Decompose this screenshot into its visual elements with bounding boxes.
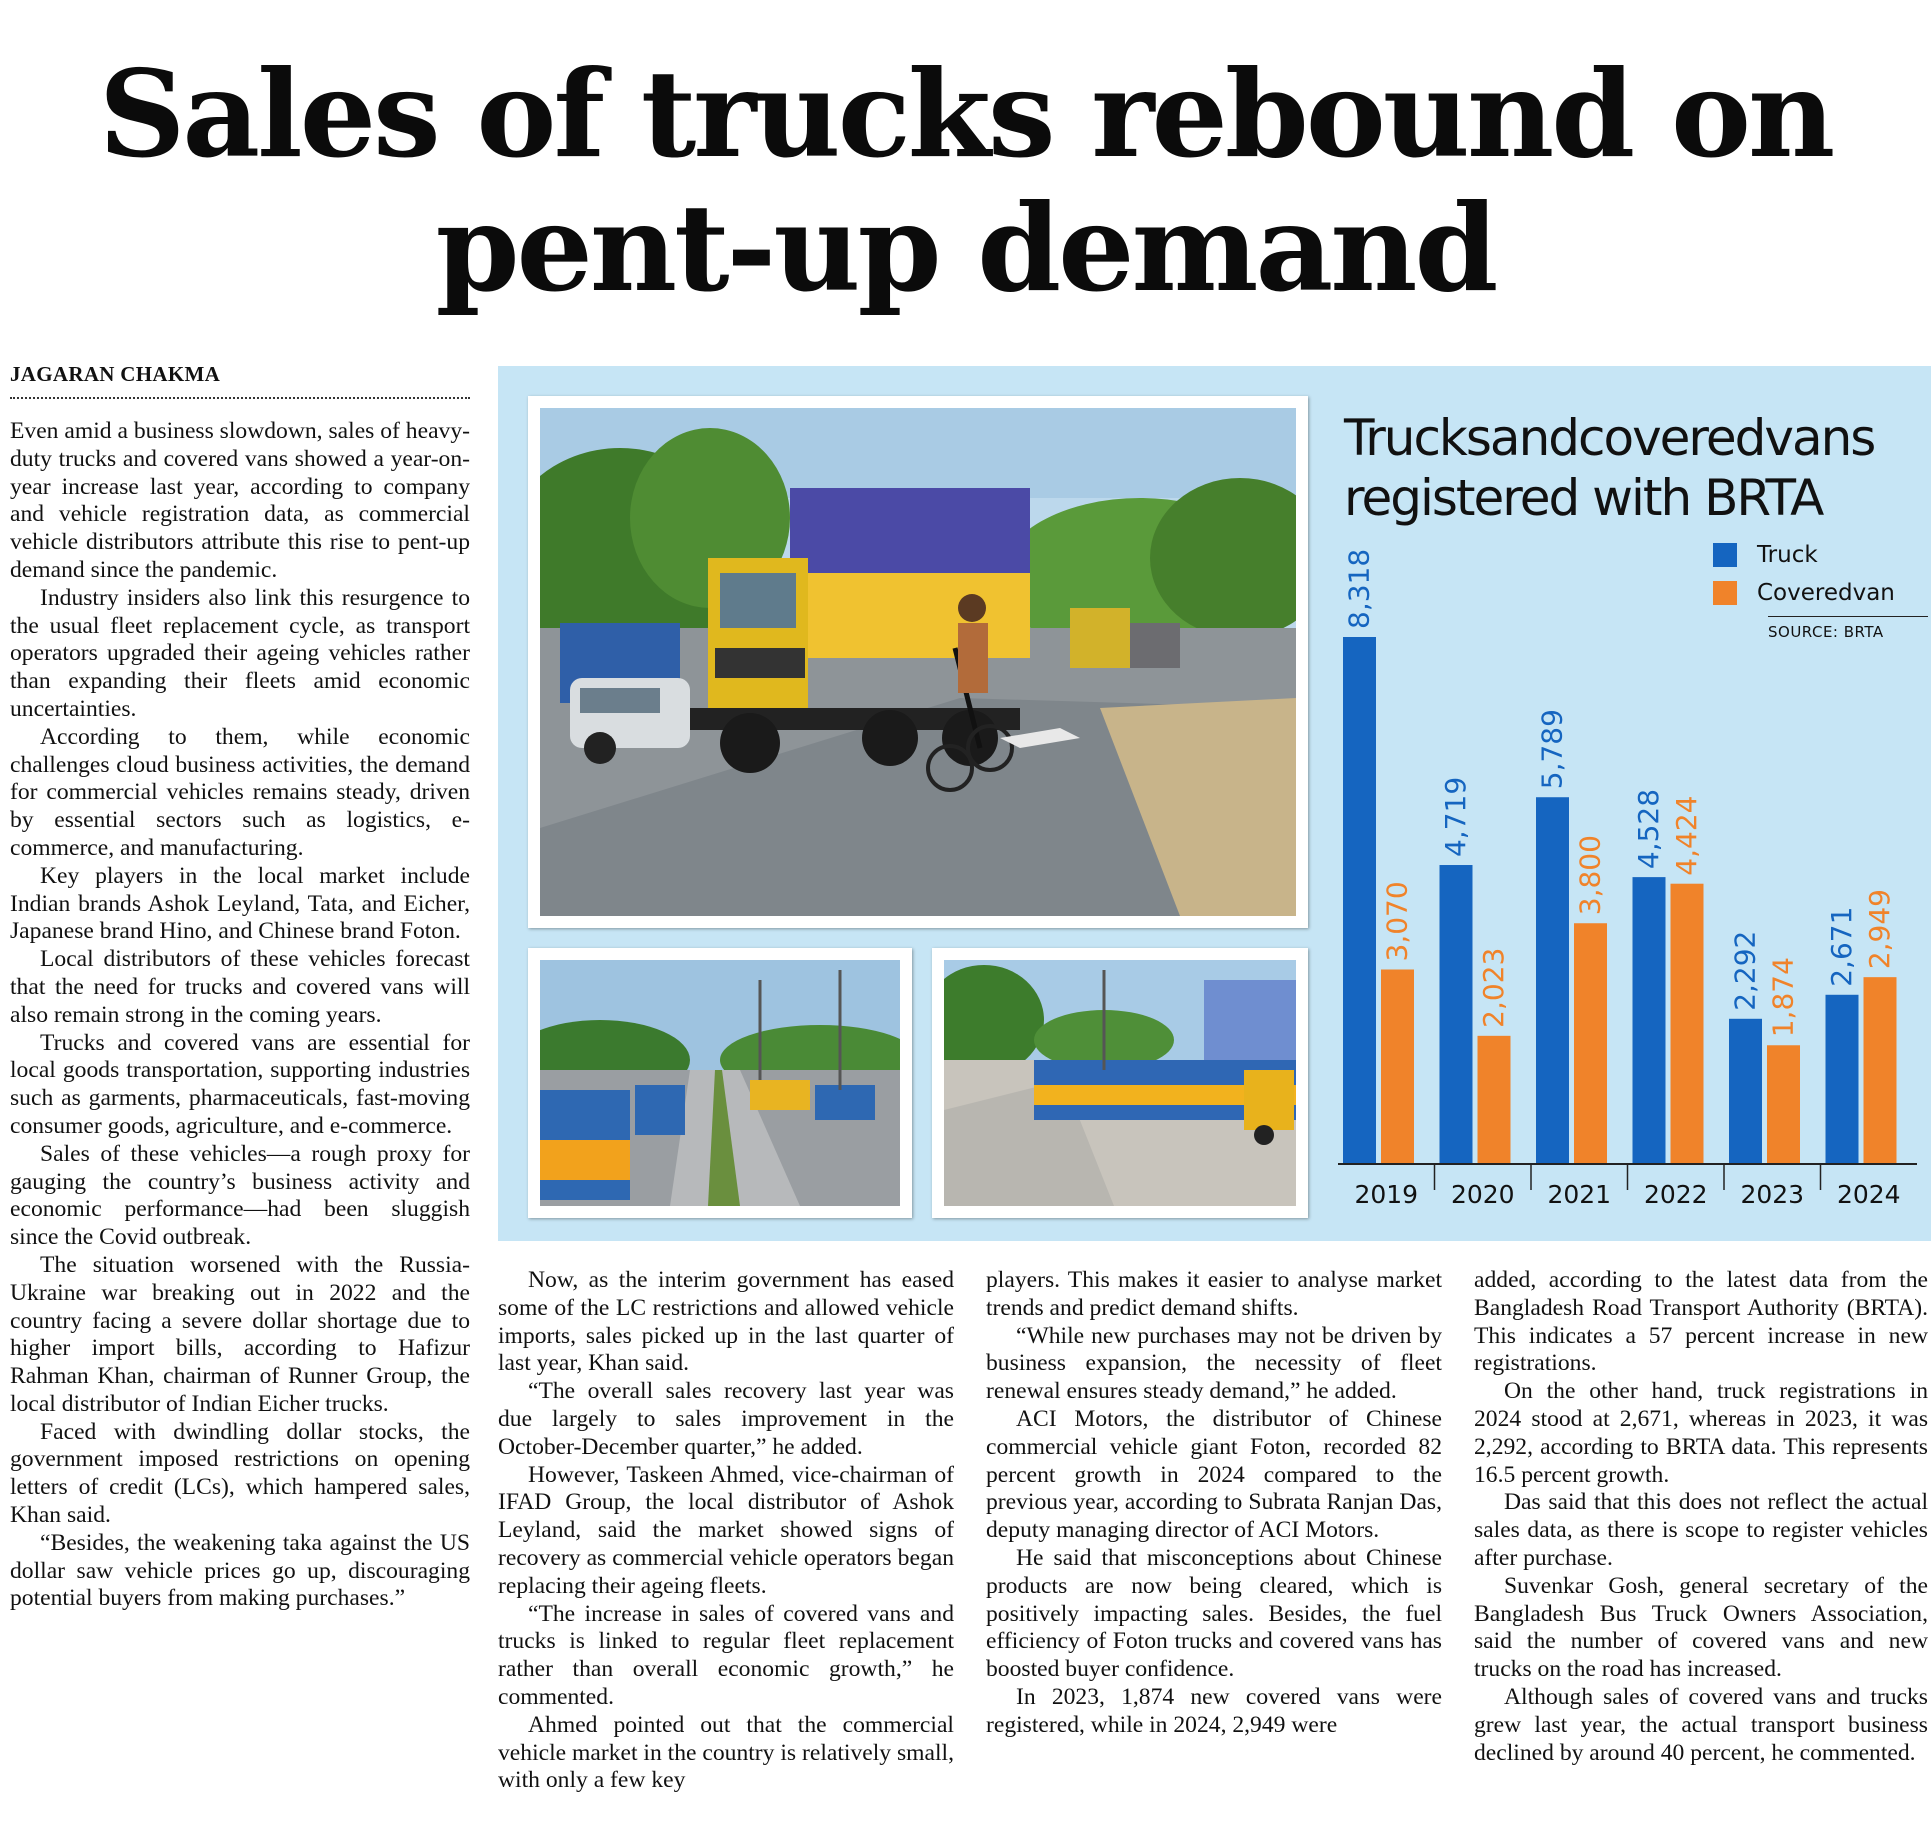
data-label-truck-2019: 8,318 [1342, 548, 1376, 629]
bar-truck-2023 [1729, 1019, 1762, 1164]
bar-truck-2022 [1633, 877, 1666, 1164]
bar-truck-2020 [1440, 865, 1473, 1164]
paragraph: Although sales of covered vans and trucks grew last year, the actual transport business declined by around 40 percent, he commented. [1474, 1683, 1928, 1766]
data-label-truck-2020: 4,719 [1439, 776, 1472, 858]
photo-trucks-on-road [528, 396, 1308, 928]
data-label-truck-2022: 4,528 [1632, 788, 1665, 870]
legend-label-truck: Truck [1757, 542, 1818, 568]
bar-coveredvan-2021 [1574, 923, 1607, 1164]
paragraph: Trucks and covered vans are essential for local goods transportation, supporting industries such as garments, pharmaceuticals, fast-moving consumer goods, agriculture, and e-commerce. [10, 1029, 470, 1139]
bar-coveredvan-2020 [1478, 1036, 1511, 1164]
data-label-truck-2024: 2,671 [1825, 906, 1858, 987]
bar-truck-2019 [1343, 637, 1376, 1164]
paragraph: “The increase in sales of covered vans and trucks is linked to regular fleet replacement rather than overall economic growth,” he commented. [498, 1600, 954, 1710]
paragraph: Faced with dwindling dollar stocks, the government imposed restrictions on opening letters of credit (LCs), which hampered sales, Khan said. [10, 1418, 470, 1529]
paragraph: “The overall sales recovery last year was due largely to sales improvement in the October-December quarter,” he added. [498, 1378, 954, 1460]
paragraph: Sales of these vehicles—a rough proxy for gauging the country’s business activity and economic performance—had been sluggish since the Covid outbreak. [10, 1140, 470, 1251]
chart-title-line-2: registered with BRTA [1344, 469, 1823, 527]
bar-coveredvan-2022 [1671, 884, 1704, 1164]
bar-coveredvan-2019 [1381, 969, 1414, 1164]
bar-chart [1338, 366, 1931, 1241]
paragraph: Das said that this does not reflect the actual sales data, as there is scope to register vehicles after purchase. [1474, 1489, 1928, 1571]
highway-image [540, 960, 900, 1206]
data-label-coveredvan-2020: 2,023 [1477, 947, 1510, 1028]
paragraph: ACI Motors, the distributor of Chinese commercial vehicle giant Foton, recorded 82 percent growth in 2024 compared to the previous year, according to Subrata Ranjan Das, deputy managing director of ACI Motors. [986, 1405, 1442, 1544]
x-tick-label-2023: 2023 [1740, 1180, 1805, 1209]
data-label-truck-2021: 5,789 [1535, 709, 1569, 790]
x-tick-label-2024: 2024 [1836, 1180, 1901, 1209]
bar-coveredvan-2023 [1767, 1045, 1800, 1164]
paragraph: Now, as the interim government has eased some of the LC restrictions and allowed vehicle imports, sales picked up in the last quarter of last year, Khan said. [498, 1267, 954, 1377]
legend-label-coveredvan: Coveredvan [1757, 580, 1895, 606]
bar-truck-2024 [1826, 995, 1859, 1164]
x-tick-label-2020: 2020 [1450, 1180, 1515, 1209]
x-tick-label-2019: 2019 [1354, 1180, 1419, 1209]
paragraph: According to them, while economic challenges cloud business activities, the demand for commercial vehicles remains steady, driven by essential sectors such as logistics, e-commerce, and manufacturing. [10, 723, 470, 861]
chart-source: SOURCE: BRTA [1768, 616, 1928, 641]
article-column-4 [1474, 1267, 1928, 1767]
headline [0, 44, 1931, 319]
paragraph: Suvenkar Gosh, general secretary of the Bangladesh Bus Truck Owners Association, said the number of covered vans and new trucks on the road has increased. [1474, 1572, 1928, 1683]
headline-line-1: Sales of trucks rebound on [98, 44, 1833, 185]
paragraph: However, Taskeen Ahmed, vice-chairman of IFAD Group, the local distributor of Ashok Leyland, said the market showed signs of recovery as commercial vehicle operators began replacing their ageing fleets. [498, 1461, 954, 1599]
paragraph: On the other hand, truck registrations in 2024 stood at 2,671, whereas in 2023, it was 2,292, according to BRTA data. This represents 16.5 percent growth. [1474, 1378, 1928, 1488]
article-column-3 [986, 1267, 1442, 1740]
article-column-1 [10, 418, 470, 1613]
paragraph: Ahmed pointed out that the commercial vehicle market in the country is relatively small, with only a few key [498, 1711, 954, 1794]
truck-road-image [540, 408, 1296, 916]
bar-truck-2021 [1536, 797, 1569, 1164]
chart-title-line-1: Trucksandcoveredvans [1344, 409, 1875, 467]
paragraph: Key players in the local market include Indian brands Ashok Leyland, Tata, and Eicher, Japanese brand Hino, and Chinese brand Foton. [10, 862, 470, 945]
data-label-coveredvan-2021: 3,800 [1573, 835, 1607, 916]
paragraph: In 2023, 1,874 new covered vans were registered, while in 2024, 2,949 were [986, 1683, 1442, 1738]
paragraph: Local distributors of these vehicles forecast that the need for trucks and covered vans will also remain strong in the coming years. [10, 946, 470, 1028]
photo-covered-vans-row [932, 948, 1308, 1218]
x-tick-label-2021: 2021 [1547, 1180, 1612, 1209]
paragraph: He said that misconceptions about Chinese products are now being cleared, which is positively impacting sales. Besides, the fuel efficiency of Foton trucks and covered vans has boosted buyer confidence. [986, 1544, 1442, 1683]
data-label-coveredvan-2024: 2,949 [1863, 888, 1896, 970]
photo-parked-trucks-highway [528, 948, 912, 1218]
x-tick-label-2022: 2022 [1643, 1180, 1708, 1209]
paragraph: “While new purchases may not be driven by business expansion, the necessity of fleet renewal ensures steady demand,” he added. [986, 1322, 1442, 1405]
article-column-2 [498, 1267, 954, 1795]
covered-vans-image [944, 960, 1296, 1206]
paragraph: players. This makes it easier to analyse market trends and predict demand shifts. [986, 1267, 1442, 1321]
data-label-coveredvan-2022: 4,424 [1670, 795, 1703, 876]
paragraph: The situation worsened with the Russia-Ukraine war breaking out in 2022 and the country facing a severe dollar shortage due to higher import bills, according to Hafizur Rahman Khan, chairman of Runner Group, the local distributor of Indian Eicher trucks. [10, 1251, 470, 1417]
infographic-panel [498, 366, 1931, 1241]
data-label-coveredvan-2023: 1,874 [1766, 957, 1800, 1038]
headline-line-2: pent-up demand [435, 178, 1496, 319]
paragraph: Industry insiders also link this resurgence to the usual fleet replacement cycle, as transport operators upgraded their ageing vehicles rather than expanding their fleets amid economic uncertainties. [10, 584, 470, 722]
paragraph: added, according to the latest data from the Bangladesh Road Transport Authority (BRTA). This indicates a 57 percent increase in new registrations. [1474, 1267, 1928, 1377]
data-label-truck-2023: 2,292 [1728, 930, 1762, 1011]
paragraph: Even amid a business slowdown, sales of heavy-duty trucks and covered vans showed a year-on-year increase last year, according to company and vehicle registration data, as commercial vehicle distributors attribute this rise to pent-up demand since the pandemic. [10, 418, 470, 583]
byline: JAGARAN CHAKMA [10, 362, 470, 399]
paragraph: “Besides, the weakening taka against the US dollar saw vehicle prices go up, discouraging potential buyers from making purchases.” [10, 1529, 470, 1612]
bar-coveredvan-2024 [1864, 977, 1897, 1164]
data-label-coveredvan-2019: 3,070 [1380, 881, 1414, 962]
